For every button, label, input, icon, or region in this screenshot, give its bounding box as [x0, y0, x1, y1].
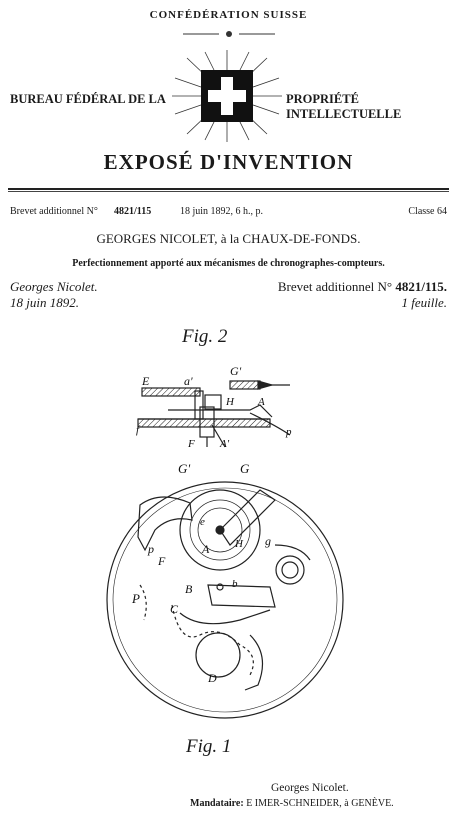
- bureau-left-text: BUREAU FÉDÉRAL DE LA: [10, 92, 166, 106]
- label-F-fig1: F: [158, 554, 166, 568]
- bureau-right-text: PROPRIÉTÉ INTELLECTUELLE: [286, 92, 402, 121]
- brevet-number: 4821/115: [114, 206, 152, 217]
- label-H-fig1: H: [235, 538, 243, 550]
- title-rule-thin: [8, 191, 449, 192]
- label-p-fig1: p: [148, 542, 154, 556]
- ornament-divider: [183, 30, 275, 38]
- swiss-cross-emblem: [172, 50, 282, 142]
- label-p: p: [286, 426, 292, 438]
- title-rule: [8, 188, 449, 190]
- mandataire-line: [190, 798, 394, 809]
- label-G: G: [240, 461, 250, 476]
- label-a1: a': [184, 374, 193, 388]
- label-B: B: [185, 582, 193, 596]
- label-C: C: [170, 602, 179, 616]
- confederation-heading: CONFÉDÉRATION SUISSE: [149, 9, 308, 21]
- inventor-line: GEORGES NICOLET, à la CHAUX-DE-FONDS.: [96, 231, 361, 246]
- label-g: g: [265, 534, 271, 548]
- brevet-date: 18 juin 1892, 6 h., p.: [180, 206, 264, 217]
- label-D: D: [208, 671, 217, 685]
- label-A-fig1: A: [202, 542, 210, 556]
- label-P: P: [132, 591, 140, 606]
- label-f: f: [136, 424, 140, 436]
- brevet-reference-prefix: Brevet additionnel N°: [277, 279, 393, 294]
- invention-subject: Perfectionnement apporté aux mécanismes de chronographes-compteurs.: [72, 258, 385, 269]
- technical-drawing: [100, 355, 440, 735]
- sheet-count: 1 feuille.: [401, 295, 447, 310]
- label-G1-fig1: G': [178, 461, 191, 476]
- signature-name: Georges Nicolet.: [10, 279, 98, 294]
- mandataire-label: Mandataire:: [190, 798, 244, 809]
- label-H: H: [226, 396, 234, 408]
- brevet-reference: [278, 279, 447, 295]
- brevet-reference-number: 4821/115.: [395, 279, 447, 294]
- brevet-classe: Classe 64: [408, 206, 447, 217]
- mandataire-value: E IMER-SCHNEIDER, à GENÈVE.: [246, 798, 394, 809]
- label-F: F: [188, 438, 195, 450]
- label-A1: A': [220, 438, 230, 450]
- figure-1-label: Fig. 1: [186, 736, 232, 757]
- label-G1: G': [230, 364, 242, 378]
- document-title: EXPOSÉ D'INVENTION: [103, 150, 354, 174]
- figure-2-section: [138, 381, 290, 447]
- figure-2-label: Fig. 2: [182, 326, 228, 347]
- label-A: A: [258, 396, 265, 408]
- label-b: b: [232, 578, 238, 590]
- brevet-prefix: Brevet additionnel N°: [10, 206, 98, 217]
- footer-signature: Georges Nicolet.: [271, 782, 349, 794]
- figure-1-movement: [107, 482, 343, 718]
- signature-date: 18 juin 1892.: [10, 295, 79, 310]
- label-e: e: [200, 516, 205, 528]
- label-E: E: [142, 374, 150, 388]
